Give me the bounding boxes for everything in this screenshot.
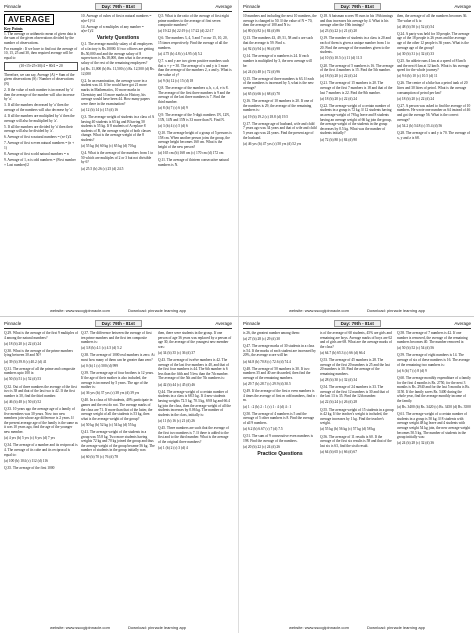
question-options: (a) 4.75 (b) 4.8 (c) 4.95 (d) 5.2 <box>158 51 203 56</box>
page-header <box>4 2 232 10</box>
question: Q.26. The centre of a bike has a petrol tank of 20 litres and 30 litres of petrol. What is the average consumption of petrol per km? <box>397 81 468 95</box>
footer-download: Download: pinnacle learning app <box>366 308 426 313</box>
question-options: (a) 30 (b) 31 (c) 32 (d) 33 <box>397 51 435 56</box>
text-block: 10. Average of cubes of first n natural numbers = n(n+1)²/4 <box>81 14 152 23</box>
column-3 <box>158 331 232 619</box>
question: Q.37. The difference between the average of first ten prime numbers and the first ten composite numbers is: <box>81 331 152 345</box>
header-rule <box>243 11 471 12</box>
column-4 <box>243 331 317 619</box>
question: Q.8. The average of the numbers a, b, c, d, e is 8. The average of the first three numbers is 9 and the average of the last three numbers is 7. Find the third number. <box>158 86 231 104</box>
page-header <box>243 319 471 327</box>
question-options: (a) 39 (b) 39.8 (c) 40.2 (d) 41 <box>4 359 47 364</box>
header-topic: Average <box>215 320 232 326</box>
question-options: (a) Rs. 3400 (b) Rs. 3420 (c) Rs. 3450 (d) Rs. 3500 <box>397 405 471 409</box>
question: Q.27. A person was asked to find the average of 10 numbers. He wrote one number as 64 instead of 46 and got the average 56. What is the correct average? <box>397 103 471 122</box>
question-options: (a) 92 (b) 94 (c) 96 (d) 98 <box>243 47 281 52</box>
question: Q.24. A party was held for 30 people. The average age of the 18 people is 26 years and the average age of the other 12 people is 36 years. What is the average age of the group? <box>397 31 470 50</box>
question: Q.49. If the average of the first n even numbers is 4 times the average of first m odd numbers, find n : m. <box>243 389 317 403</box>
question-options: (a) 100 (b) 104 (c) 112 (d) 116 <box>4 458 48 463</box>
question: is of the average of 60 students, 45% are girls and remaining are boys. Average marks of boys are 62 and of girls are 68. What are the average marks of the class? <box>320 331 393 349</box>
question-options: (a) 55 kg (b) 56 kg (c) 57 kg (d) 58 kg <box>320 427 375 432</box>
question-options: (a) 18 (b) 20 (c) 22 (d) 24 <box>320 74 358 79</box>
question: Q.4. What is the average of the numbers from 1 to 50 which are multiples of 2 or 3 but not divisible by 6? <box>81 151 154 165</box>
question-options: (a) 25.5 (b) 26 (c) 25 (d) 24.5 <box>81 166 124 171</box>
header-rule <box>4 328 232 329</box>
question-options: (a) 3.8 (b) 4.1 (c) 4.5 (d) 5.2 <box>81 346 122 351</box>
question-options: (a) 22 (b) 24 (c) 26 (d) 28 <box>320 400 358 405</box>
question: Q.29. What is the average of the first 9 multiples of 4 among the natural numbers? <box>4 331 78 340</box>
section-heading: Variety Questions <box>96 34 140 41</box>
question-options: (a) 29.7 (b) 28.7 (c) 29.9 (d) 30.5 <box>243 382 291 387</box>
text-block: 7. Average of first n even natural numbers = (n + 1) <box>4 141 75 151</box>
page-1 <box>0 0 474 316</box>
footer-download: Download: pinnacle learning app <box>366 625 426 630</box>
question-options: (a) 65 (b) 66 (c) 68 (d) 70 <box>243 92 281 97</box>
question: Q.14. The average of n numbers is 24. If each number is multiplied by 3, the new average will be: <box>243 54 312 68</box>
text-block: 6. Average of first n natural numbers = (n+1)/2 <box>4 135 72 140</box>
question-options: (a) 12 (b) 14 (c) 15 (d) 16 <box>81 107 119 112</box>
formula-box: (10+15+25+30)/4 = 80/4 = 20 <box>4 62 78 71</box>
question: Q.34. The average of a number and its reciprocal is 4. The average of its cube and its reciprocal is equal to: <box>4 443 78 457</box>
question-options: (a) 24 (b) 48 (c) 72 (d) 96 <box>243 69 281 74</box>
header-topic: Average <box>454 320 471 326</box>
question-options: (a) 23 (b) 22 (c) 21 (d) 20 <box>320 29 358 34</box>
header-brand: Pinnacle <box>243 3 261 9</box>
question: Q.5. What is the ratio of the average of first eight prime numbers to the average of first seven composite numbers? <box>158 14 229 28</box>
question-options: (a) 9 (b) 12 (c) 15 (d) 18 <box>158 78 194 83</box>
question: Q.28. The average of x and y is 70. The average of x, y and z is 68. <box>397 130 470 140</box>
page-footer <box>243 308 471 313</box>
question-options: (a) 36 yrs (b) 37 yrs (c) 38 yrs (d) 39 yrs <box>81 391 140 396</box>
question-options: (a) 3 (b) 4 (c) 5 (d) 6 <box>158 123 188 128</box>
question: Q.55. The average weight of 15 students in a group is 42 kg. If the teacher's weight is included, the average increases by 1 kg. Find the teacher's weight. <box>320 407 394 426</box>
question: then, the average of all the numbers becomes 36. The value of k is: <box>397 14 468 23</box>
question-options: (a) 19:22 (b) 22:19 (c) 17:22 (d) 22:17 <box>158 29 214 34</box>
question: Q.20. The average of 5 numbers is 16. The average of the first 4 numbers is 15. Find the 5th number. <box>320 63 394 73</box>
question: Q.54. The average of 24 numbers is 33. The average of the first 12 numbers is 30 and that of the last 13 is 35. Find the 12th number. <box>320 385 389 399</box>
text-block: 5. If all the numbers are divided by 'a' then their average will also be divided by 'a'. <box>4 124 73 134</box>
page-2-left-sheet <box>0 317 236 633</box>
question: Q.60. The average monthly expenditure of a family for the first 4 months is Rs. 2750, for the next 3 months is Rs. 2940 and for the last 5 months is Rs. 3150. If the family saves Rs. 5400 during the whole year, find the average monthly income of the family. <box>397 375 471 403</box>
page-footer <box>4 308 232 313</box>
question-options: (a) 1 : 2 (b) 2 : 1 (c) 1 : 4 (d) 4 : 1 <box>243 404 292 409</box>
question-options: (a) 64 (b) 65 (c) 66 (d) 67 <box>320 449 358 454</box>
header-brand: Pinnacle <box>4 3 22 9</box>
question-options: (a) 24 (b) 28 (c) 32 (d) 36 <box>397 441 435 446</box>
question: Q.40. In a class of 60 students, 40% participate in games and the rest do not. The average marks of the class are 71. If more than that of the latter, the average weight of all the students is 53 kg, then what is the average weight of the group? <box>81 398 153 421</box>
page-header <box>4 319 232 327</box>
question-options: (a) 18 (b) 20 (c) 22 (d) 24 <box>397 96 435 101</box>
content-columns <box>243 14 471 302</box>
question-options: (a) 8 (b) 7 (c) 6 (d) 9 <box>158 105 188 110</box>
question: Q.47. The average marks of 30 students in a class is 54. If the marks of each student are increased by 20%, the average score will be: <box>243 344 316 358</box>
page-footer <box>243 625 471 630</box>
question: Q.17. The average age of husband, wife and child 7 years ago was 34 years and that of wife and child 5 years ago was 24 years. Find the present age of the husband. <box>243 121 317 140</box>
question-options: (a) 50 (b) 52 (c) 54 (d) 56 <box>397 346 435 351</box>
text-block: 4. If all the numbers are multiplied by 'a' then the average will also be multiplied by 'a'. <box>4 114 75 123</box>
question-options: (a) 11 (b) 16 (c) 21 (d) 26 <box>158 418 195 423</box>
question: Q.16. The average of 10 numbers is 20. If one of the numbers is 29, the average of the remaining numbers is: <box>243 99 314 113</box>
question: Q.48. The average of 50 numbers is 30. If two numbers 35 and 40 are discarded, then find the average of the remaining numbers. <box>243 366 311 380</box>
question: Q.1. The average monthly salary of all employees of a factory is Rs.10000. If two officers are getting Rs.50,000 and and the average salary of 8 supervisors is Rs.18,000, then what is the average salary of the rest of the remaining employees? <box>81 42 154 65</box>
question: Q.7. x and y are two given positive numbers such that x + y = 30. The average of x and y is 1 more than the average of the numbers 2, x and y. What is the value of y? <box>158 58 232 77</box>
content-columns <box>4 14 232 302</box>
question-options: (a) 28 (b) 30 (c) 32 (d) 34 <box>320 377 358 382</box>
column-5 <box>320 331 394 619</box>
question: Q.18. A batsman scores 95 runs in his 19th innings and thus increases his average by 4. What is his average after the 19th innings? <box>320 14 393 28</box>
question: Q.32. Out of three numbers the average of the first two is 38 and that of the last two is 42. If the first number is 30, find the third number. <box>4 384 77 398</box>
question: Q.35. The average of the first 1000 <box>4 465 55 470</box>
question-options: (a) 4 yrs (b) 5 yrs (c) 6 yrs (d) 7 yrs <box>4 436 55 441</box>
section-heading: Practice Questions <box>257 451 303 458</box>
question-options: (a) 64.7 (b) 65.3 (c) 66 (d) 66.4 <box>320 350 366 355</box>
question: Q.9. The average of the 5-digit numbers 1N, 12N, 13N, 14N and 15N is 33 more than N. Find N. <box>158 113 230 122</box>
text-block: 8. Average of first n odd natural numbers = n <box>4 152 69 157</box>
page-title: AVERAGE <box>4 14 54 25</box>
question: then, there were students in the group. If one person of age 36 years was replaced by a person of age 30, the average of the youngest new member was: <box>158 331 232 349</box>
text-block: 2. If the value of each number is increased by 'a' then the average of the number will also increase by 'a'. <box>4 88 75 102</box>
question: Q.41. The average weight of the students in a group was 55.8 kg. Two more students having weights 72 kg and 70 kg joined the group and thus the average weight of the group became 56 kg. The number of students in the group initially was: <box>81 430 155 453</box>
footer-website: website: www.ssccglpinnacle.com <box>288 308 349 313</box>
header-topic: Average <box>454 3 471 9</box>
question: Q.19. The number of students in a class is 20 and each of them is given a unique number from 1 to 20. Find the average of the numbers given to the students. <box>320 36 391 55</box>
question-options: (a) 18 (b) 20 (c) 22 (d) 24 <box>4 341 42 346</box>
column-4 <box>243 14 317 302</box>
column-2 <box>81 14 155 302</box>
column-6 <box>397 331 471 619</box>
text-block: For example : If we have to find out the average of 10, 15, 25 and 30, then required average will be equal to <box>4 46 78 61</box>
question-options: (a) 80 (b) 82 (c) 84 (d) 86 <box>243 29 281 34</box>
question: Q.3. The average weight of students in a class of A having 40 students is 65 kg and B having 50 students is 55 kg. If 8 students of A replace 8 students of B, the average weight of both classes change. What is the average weight of the 8 students? <box>81 114 154 142</box>
header-rule <box>4 11 232 12</box>
key-points-heading: Key Points <box>4 26 23 31</box>
question-options: (a) 165 cm (b) 168 cm (c) 170 cm (d) 172 cm <box>158 150 224 155</box>
question: Q.11. The average of thirteen consecutive natural numbers is N. <box>158 158 229 167</box>
text-block: 1. The average or arithmetic mean of given data is the sum of the given observations divided by the number of observations. <box>4 31 77 45</box>
question: Q.31. The average of all the prime and composite numbers upto 100 is: <box>4 366 76 376</box>
page-1-left-sheet <box>0 0 236 316</box>
text-block: 3. If all the numbers decreased by 'a' then the average of the numbers will also decrease by 'a'. <box>4 103 74 112</box>
question-options: (a) 34 (b) 35 (c) 36 (d) 37 <box>158 350 196 355</box>
question: Q.21. The average of 15 numbers is 20. The average of the first 7 numbers is 18 and that of the last 7 numbers is 22. Find the 8th number. <box>320 81 393 95</box>
question-options: (a) 6.2 (b) 6.67 (c) 7 (d) 7.5 <box>243 426 283 431</box>
question: Q.58. The average of 7 numbers is 42. If one number is removed, the average of the remaining numbers becomes 40. The number removed is: <box>397 331 468 345</box>
header-brand: Pinnacle <box>4 320 22 326</box>
footer-website: website: www.ssccglpinnacle.com <box>49 308 110 313</box>
question-options: (a) 54.2 (b) 54.8 (c) 55.4 (d) 56 <box>397 123 443 128</box>
header-day: Day: 79th - 81st <box>334 3 381 10</box>
question-options: (a) 46 (b) 48 (c) 50 (d) 52 <box>4 399 42 404</box>
question: 10 numbers and including the next 10 numbers, the average is changed to 50. If the value of N = 70, then the average of 100 and N is: <box>243 14 317 28</box>
page-1-right-sheet <box>238 0 474 316</box>
question-options: (a) 9.6 (b) 10 (c) 10.5 (d) 11 <box>397 74 438 79</box>
question-options: (a) 48 (b) 50 (c) 52 (d) 54 <box>397 24 435 29</box>
header-day: Day: 79th - 81st <box>95 3 142 10</box>
column-1 <box>4 14 78 302</box>
question: Q.61. The average weight of a certain number of students in a group is 50 kg. If 8 students with average weight 48 kg leave and 4 students with average weight 54 kg join, the new average weight becomes 50.5 kg. The number of students in the group initially was: <box>397 412 471 440</box>
question: Q.45. Three numbers are such that the average of the first two numbers is 7. If there is added to the first and to the third number. What is the average of the original three numbers? <box>158 425 229 444</box>
question: Q.22. The average weight of a certain number of students in a group is 72 kg. If 12 students having an average weight of 78 kg leave and 8 students having an average weight of 66 kg join the group, the average weight of the students in the group decreases by 0.5 kg. What was the number of students initially? <box>320 103 392 136</box>
question: Q.56. The average of 11 results is 60. If the average of the first six results is 58 and that of the last six is 63, find the sixth result. <box>320 434 392 448</box>
question: Q.25. An athlete runs 4 km at a speed of 8 km/h and the next 6 km at 12 km/h. What is his average speed for the whole journey? <box>397 58 469 73</box>
header-day: Day: 79th - 81st <box>95 320 142 327</box>
column-6 <box>397 14 471 302</box>
question-options: (a) 18 (b) 20 (c) 22 (d) 24 <box>320 96 358 101</box>
question-options: (a) 27 (b) 28 (c) 29 (d) 30 <box>243 337 281 342</box>
content-columns <box>4 331 232 619</box>
footer-download: Download: pinnacle learning app <box>127 625 187 630</box>
question: Q.38. The average of 1000 real numbers is zero. At most how many of them can be greater than zero? <box>81 353 155 363</box>
footer-download: Download: pinnacle learning app <box>127 308 187 313</box>
page-footer <box>4 625 232 630</box>
question: Q.44. The average weight of a certain number of students in a class is 68.5 kg. If 4 new students having weights 72.5 kg, 70.3 kg, 69.8 kg and 66.4 kg join the class, then the average weight of all the students increases by 0.06 kg. The number of students in the class, initially is: <box>158 389 231 417</box>
column-1 <box>4 331 78 619</box>
question-options: (a) 55 kg (b) 60 kg (c) 65 kg (d) 70 kg <box>81 144 136 149</box>
question: Q.53. The average of 45 numbers is 28. The average of the first 20 numbers is 25 and the last 20 numbers is 30. Find the average of the remaining numbers. <box>320 358 390 376</box>
question: Q.43. The average of twelve numbers is 42. The average of the last five numbers is 40, and that of the first four numbers is 44. The 6th number is 6 less than the fifth and 5 less than the 7th number. The average of the 5th and the 7th numbers is: <box>158 358 229 381</box>
question: Q.33. 10 years ago the average age of a family of five members was 30 years. Now two new members join whose age difference is 2 years. If the present average age of the family is the same as it was 10 years ago, find the age of the younger new member. <box>4 407 78 435</box>
question-options: (a) 50 (b) 51 (c) 52 (d) 53 <box>4 377 42 382</box>
question-options: (a) 20 (b) 22 (c) 24 (d) 26 <box>243 444 281 449</box>
column-5 <box>320 14 394 302</box>
page-header <box>243 2 471 10</box>
question-options: (a) 50 kg (b) 52 kg (c) 54 kg (d) 55 kg <box>81 422 136 427</box>
header-topic: Average <box>215 3 232 9</box>
header-rule <box>243 328 471 329</box>
question-options: (a) 60 (b) 70 (c) 76 (d) 78 <box>81 454 119 459</box>
text-block: Therefore, we can say, Average (A) = Sum of the given observations (S) / Number of observations (N) <box>4 72 75 86</box>
question: Q.15. The average of three numbers is 63. If each of the numbers is increased by 5, what is the new average? <box>243 76 315 90</box>
header-day: Day: 79th - 81st <box>334 320 381 327</box>
header-brand: Pinnacle <box>243 320 261 326</box>
question: Q.10. The average height of a group of 5 persons is 158 cm. When another person joins the group, the average height becomes 160 cm. What is the height of the new person? <box>158 130 232 149</box>
question: Q.2. In an examination, the average score in a student was 41. If he would have got 21 more marks in Mathematics, 10 more marks in Chemistry and 13 more marks in History, his average would have been 44. How many papers were there in the examination? <box>81 78 150 106</box>
footer-website: website: www.ssccglpinnacle.com <box>49 625 110 630</box>
question: Q.51. The sum of 9 consecutive even numbers is 198. Find the average of the numbers. <box>243 434 313 443</box>
question-options: (a) 19 (b) 19.2 (c) 18.8 (d) 19.5 <box>243 114 289 119</box>
question-options: (a) 46 yrs (b) 47 yrs (c) 50 yrs (d) 52 yrs <box>243 141 302 146</box>
question: Q.6. The numbers 3, 4, 5 and 7 occur 15, 10, 20, 15 times respectively. Find the average of all the numbers. <box>158 36 228 50</box>
question-options: (a) 6 (b) 7 (c) 8 (d) 9 <box>397 368 427 373</box>
text-block: 9. Average of 1, n is odd numbers = (First number + Last number)/2 <box>4 158 76 167</box>
question: Q.39. The average age of four brothers is 12 years. If the age of their mother is also included, the average is increased by 5 years. The age of the mother is: <box>81 371 154 390</box>
question-options: (a) 64.8 (b) 70.8 (c) 72.6 (d) 74.4 <box>243 359 291 364</box>
question: Q.50. The average of 4 numbers is 5 and the average of 5 other numbers is 8. Find the average of all 9 numbers. <box>243 411 315 425</box>
footer-website: website: www.ssccglpinnacle.com <box>288 625 349 630</box>
question-options: (a) Rs. 11,000 (b) Rs. 11,500 (c) Rs. 12,500 (d) Rs. 12,000 <box>81 66 155 76</box>
question-options: (a) 10 (b) 10.5 (c) 11 (d) 11.5 <box>320 56 363 61</box>
column-2 <box>81 331 155 619</box>
content-columns <box>243 331 471 619</box>
question-options: (a) 1 (b) 2 (c) 3 (d) 4 <box>158 445 188 450</box>
column-3 <box>158 14 232 302</box>
question: Q.59. The average of eight numbers is 14. The average of six of these numbers is 16. The average of the remaining two numbers is: <box>397 353 470 367</box>
text-block: 14. Average of n multiples of any number = a(n+1)/2 <box>81 24 144 34</box>
question-options: (a) 42 (b) 44 (c) 45 (d) 46 <box>158 382 196 387</box>
question-options: (a) 72 (b) 80 (c) 84 (d) 90 <box>320 137 358 142</box>
question-options: (a) 0 (b) 1 (c) 500 (d) 999 <box>81 364 119 369</box>
question: Q.13. The numbers 43, 49, 51, 58 and x are such that the average is 59. Find x. <box>243 36 313 46</box>
question: is 26, the greatest number among them: <box>243 331 300 335</box>
page-2 <box>0 316 474 633</box>
page-2-right-sheet <box>238 317 474 633</box>
question: Q.30. What is the average of the prime numbers lying between 30 and 50? <box>4 348 73 358</box>
